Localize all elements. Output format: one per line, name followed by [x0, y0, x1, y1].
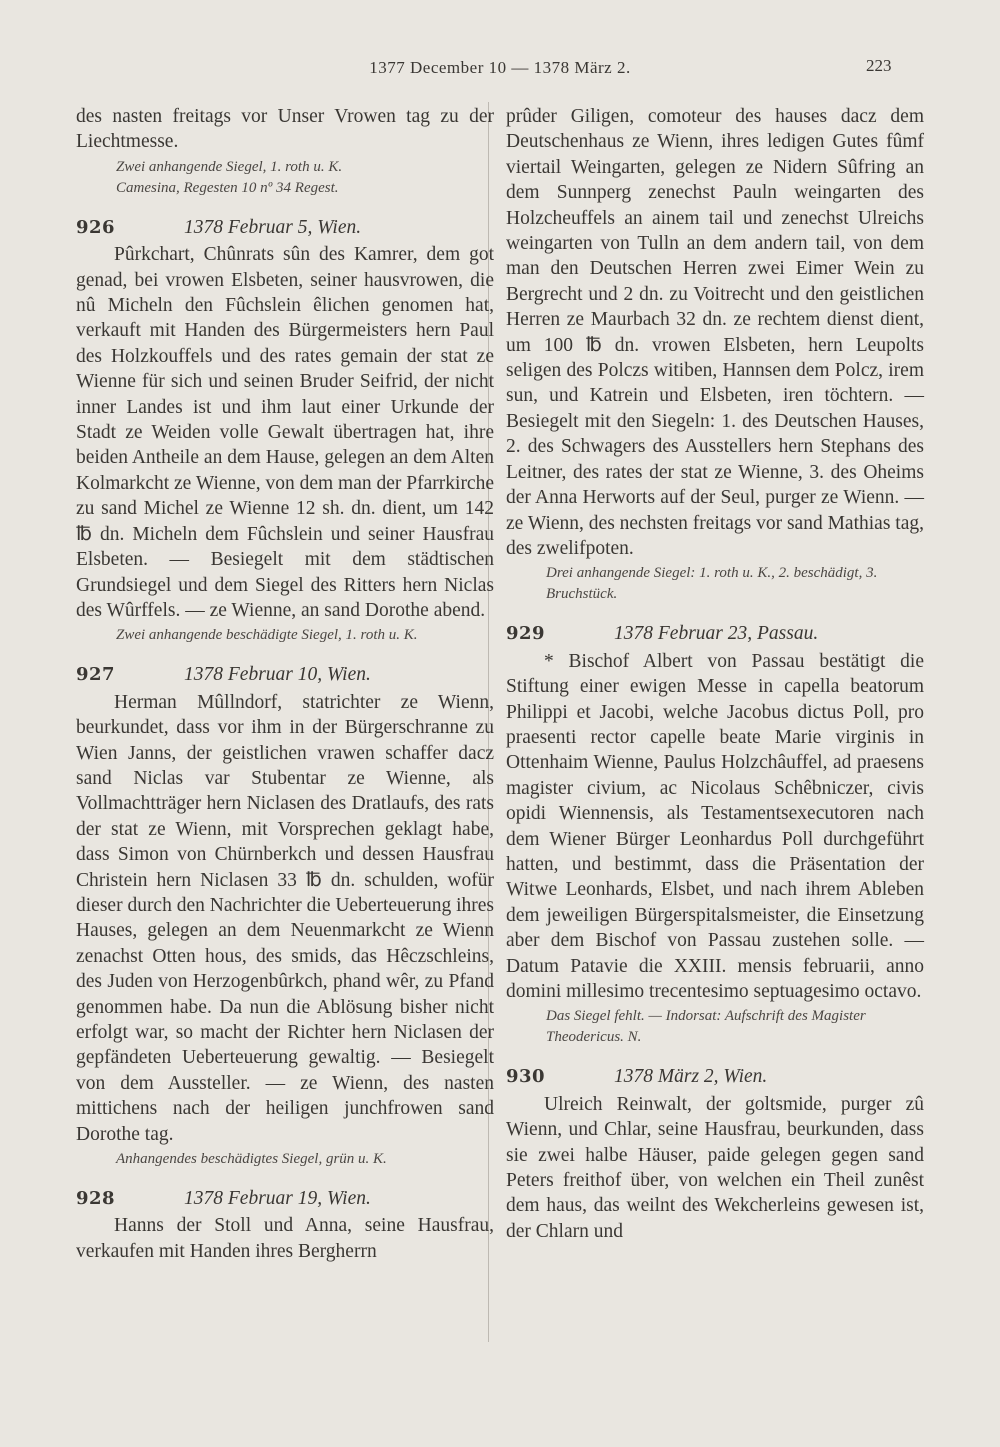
document-number: 926 — [76, 216, 116, 238]
reference-note: Camesina, Regesten 10 nº 34 Regest. — [116, 179, 339, 196]
document-heading-929 — [506, 621, 924, 646]
document-number: 927 — [76, 664, 116, 686]
document-date: 1378 Februar 5, Wien. — [184, 216, 362, 238]
document-date: 1378 Februar 23, Passau. — [614, 623, 819, 645]
document-date: 1378 Februar 19, Wien. — [184, 1188, 371, 1210]
seal-note-926: Zwei anhangende beschädigte Siegel, 1. roth u. K. — [116, 627, 418, 644]
continuation-text: des nasten freitags vor Unser Vrowen tag zu der Liechtmesse. — [76, 106, 494, 153]
seal-note: Zwei anhangende Siegel, 1. roth u. K. — [116, 158, 343, 175]
left-column — [76, 104, 494, 1264]
right-column — [506, 104, 924, 1244]
seal-note-927: Anhangendes beschädigtes Siegel, grün u. K. — [116, 1151, 387, 1168]
document-number: 929 — [506, 623, 546, 645]
document-text-928: Hanns der Stoll und Anna, seine Hausfrau, verkaufen mit Handen ihres Bergherrn — [76, 1215, 494, 1262]
document-number: 928 — [76, 1188, 116, 1210]
document-text-926: Pûrkchart, Chûnrats sûn des Kamrer, dem got genad, bei vrowen Elsbeten, seiner hausvrowen, die nû Micheln den Fûchslein êlichen genomen hat, verkauft mit Handen des Bürgermeisters hern Paul des Holzkouffels und des rates gemain der stat ze Wienne für sich und seinen Bruder Seifrid, der nicht inner Landes ist und ihm laut einer Urkunde der Stadt ze Weiden volle Gewalt übertragen hat, ihre beiden Antheile an dem Hause, gelegen an dem Alten Kolmarkcht ze Wienne, von dem man der Pfarrkirche zu sand Michel ze Wienne 12 sh. dn. dient, um 142 ℔ dn. Micheln dem Fûchslein und seiner Hausfrau Elsbeten. — Besiegelt mit dem städtischen Grundsiegel und dem Siegel des Ritters hern Niclas des Wûrffels. — ze Wienne, an sand Dorothe abend. — [76, 244, 494, 621]
document-text-929: * Bischof Albert von Passau bestätigt die Stiftung einer ewigen Messe in capella beatorum Philippi et Jacobi, welche Jacobus dictus Poll, pro praesenti rector capelle beate Marie virginis in Ottenhaim Wienne, Paulus Holzchâuffel, ad praesens magister civium, ac Nicolaus Schêbniczer, civis opidi Wiennensis, als Testamentsexecutoren nach dem Wiener Bürger Leonhardus Poll durchgeführt hatten, und bestimmt, dass die Präsentation der Witwe Leonhards, Elsbet, und nach ihrem Ableben dem jeweiligen Bürgerspitalsmeister, die Einsetzung aber dem Bischof von Passau zustehen solle. — Datum Patavie die XXIII. mensis februarii, anno domini millesimo trecentesimo septuagesimo octavo. — [506, 650, 924, 1002]
document-heading-927 — [76, 662, 494, 687]
continuation-text: prûder Giligen, comoteur des hauses dacz dem Deutschenhaus ze Wienn, ihres ledigen Gutes fûmf viertail Weingarten, gelegen ze Nidern Sûfring an dem Sunnperg zenechst Pauln weingarten des Holzcheuffels an ainem tail und zenechst Ulreichs weingarten von Tulln an dem andern tail, von dem man den Deutschen Herren zwei Eimer Wein zu Bergrecht und 2 dn. zu Voitrecht und den geistlichen Herren ze Maurbach 32 dn. ze rechtem dienst dient, um 100 ℔ dn. vrowen Elsbeten, hern Leupolts seligen des Polczs witiben, Hannsen dem Polcz, irem sun, und Katrein und Elsbeten, iren töchtern. — Besiegelt mit den Siegeln: 1. des Deutschen Hauses, 2. des Schwagers des Ausstellers hern Stephans des Leitner, des rates der stat ze Wienne, 3. des Oheims der Anna Herworts auf der Seul, purger ze Wienn. — ze Wienn, des nechsten freitags vor sand Mathias tag, des zwelifpoten. — [506, 106, 924, 559]
seal-note-929: Das Siegel fehlt. — Indorsat: Aufschrift des Magister Theodericus. N. — [546, 1008, 866, 1046]
document-number: 930 — [506, 1066, 546, 1088]
page-number: 223 — [866, 56, 892, 75]
running-head: 1377 December 10 — 1378 März 2. — [369, 58, 631, 77]
document-date: 1378 März 2, Wien. — [614, 1066, 768, 1088]
document-date: 1378 Februar 10, Wien. — [184, 664, 371, 686]
seal-note-928: Drei anhangende Siegel: 1. roth u. K., 2. beschädigt, 3. Bruchstück. — [546, 565, 878, 603]
document-heading-926 — [76, 215, 494, 240]
document-heading-928 — [76, 1186, 494, 1211]
document-text-927: Herman Mûllndorf, statrichter ze Wienn, beurkundet, dass vor ihm in der Bürgerschranne zu Wien Janns, der geistlichen vrawen schaffer dacz sand Niclas var Stubentar ze Wienne, als Vollmachtträger hern Niclasen des Dratlaufs, des rats der stat ze Wienn, mit Vorsprechen geklagt habe, dass Simon von Chürnberkch und dessen Hausfrau Christein hern Niclasen 33 ℔ dn. schulden, wofür dieser durch den Nachrichter die Ueberteuerung ihres Hauses, gelegen an dem Neuenmarkcht ze Wienn zenachst Otten hous, des smids, das Hêczschleins, des Juden von Herzogenbûrkch, phand wêr, zu Pfand genommen habe. Da nun die Ablösung bisher nicht erfolgt war, so macht der Richter hern Niclasen der gepfändeten Ueberteuerung gewaltig. — Besiegelt von dem Aussteller. — ze Wienn, des nasten mittichens nach der heiligen junchfrowen sand Dorothe tag. — [76, 691, 494, 1145]
document-heading-930 — [506, 1064, 924, 1089]
document-text-930: Ulreich Reinwalt, der goltsmide, purger zû Wienn, und Chlar, seine Hausfrau, beurkunden, dass sie zwei halbe Häuser, paide gelegen gegen sand Peters freithof über, von welchen ein Theil zunêst dem haus, das weilnt des Wekcherleins gewesen ist, der Chlarn und — [506, 1093, 924, 1242]
